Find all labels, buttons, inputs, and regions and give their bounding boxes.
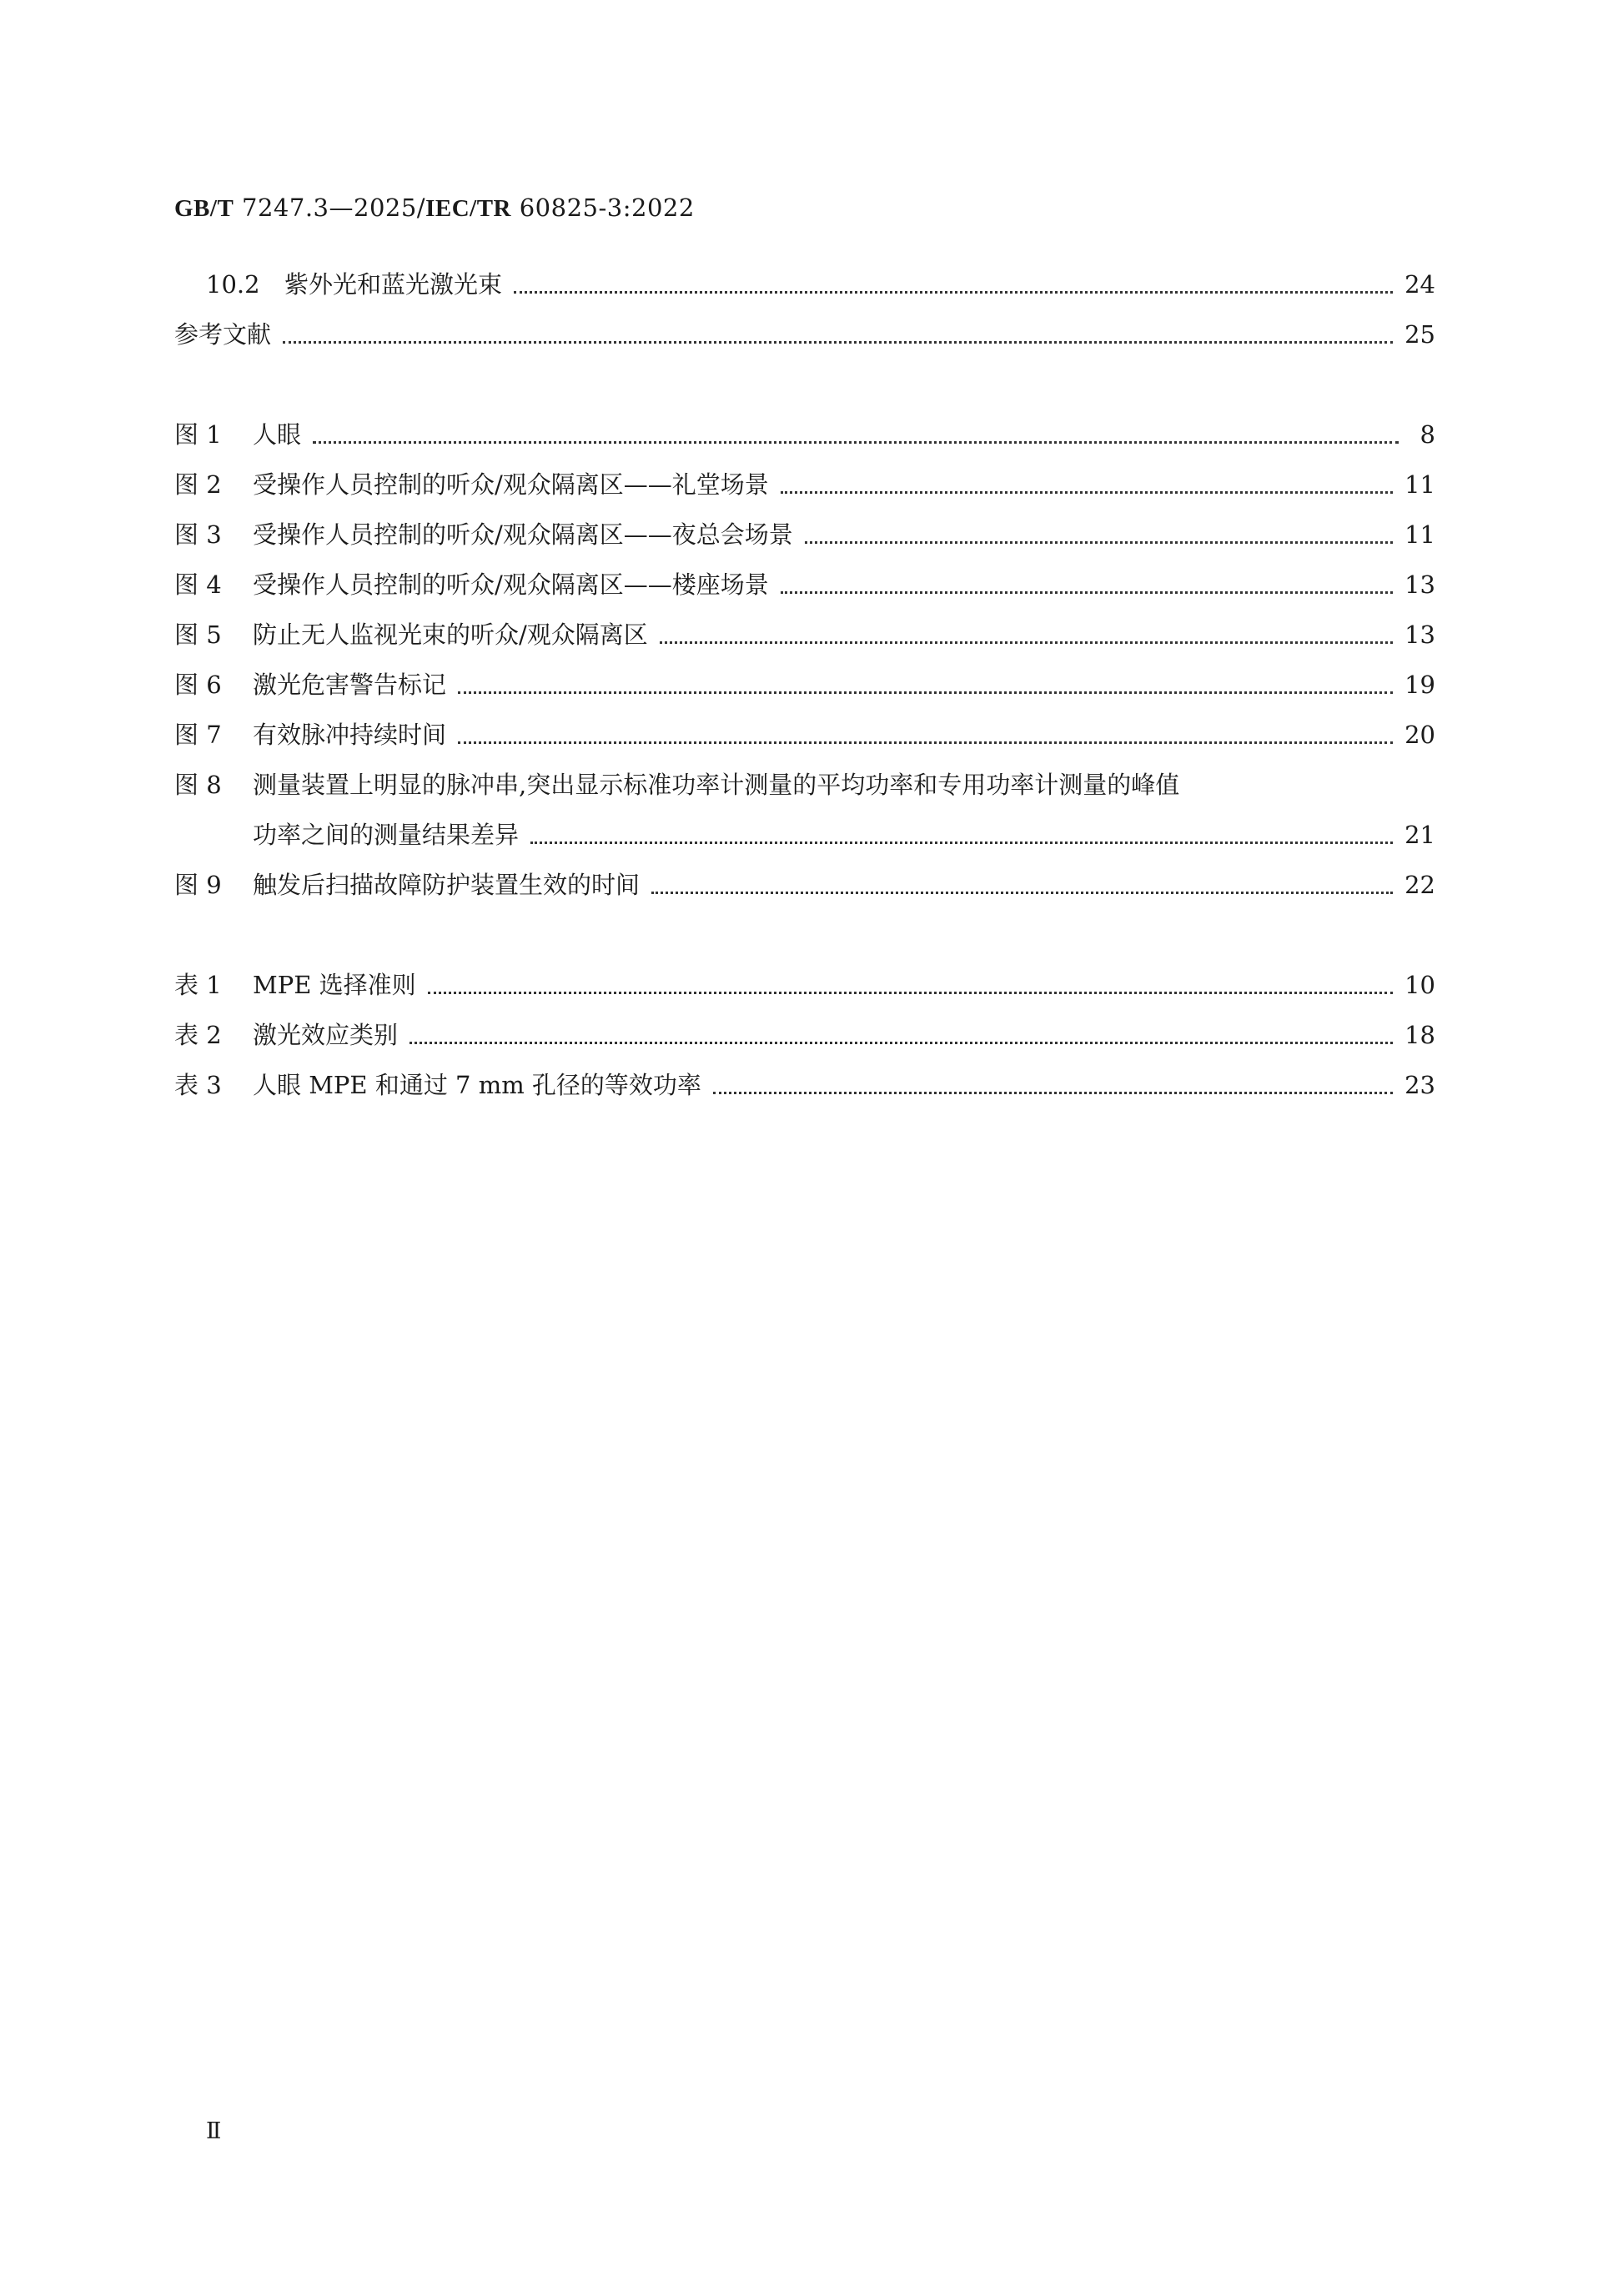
table-page: 10 — [1404, 971, 1435, 999]
iec-number: 60825-3:2022 — [519, 193, 695, 222]
figure-number: 图 1 — [174, 420, 222, 449]
figure-number: 图 5 — [174, 620, 222, 649]
table-number: 表 3 — [174, 1071, 222, 1099]
dot-leader — [660, 641, 1393, 644]
figure-page: 22 — [1404, 871, 1435, 899]
dot-leader — [410, 1042, 1393, 1044]
standard-code: GB/T — [174, 195, 234, 222]
dot-leader — [805, 541, 1393, 544]
figure-number: 图 3 — [174, 520, 222, 549]
figure-page: 13 — [1404, 620, 1435, 649]
figure-page: 19 — [1404, 671, 1435, 699]
dot-leader — [428, 992, 1393, 994]
toc-entry-page: 25 — [1404, 320, 1435, 349]
figure-title: 测量装置上明显的脉冲串,突出显示标准功率计测量的平均功率和专用功率计测量的峰值 — [253, 771, 1180, 799]
table-page: 23 — [1404, 1071, 1435, 1099]
figure-title: 受操作人员控制的听众/观众隔离区——礼堂场景 — [253, 470, 769, 499]
table-title: 激光效应类别 — [253, 1021, 399, 1049]
page-number: Ⅱ — [206, 2118, 222, 2144]
figure-title: 触发后扫描故障防护装置生效的时间 — [253, 871, 641, 899]
figure-number: 图 2 — [174, 470, 222, 499]
figure-number: 图 7 — [174, 721, 222, 749]
figure-number: 图 8 — [174, 771, 222, 799]
figure-page: 21 — [1404, 821, 1435, 849]
figure-entry-9[interactable] — [174, 866, 1435, 904]
dot-leader — [530, 842, 1393, 844]
toc-entry-title: 紫外光和蓝光激光束 — [284, 270, 503, 299]
figure-page: 8 — [1419, 420, 1435, 449]
figure-entry-7[interactable] — [174, 716, 1435, 754]
table-entry-1[interactable] — [174, 966, 1435, 1004]
toc-entry-number: 10.2 — [206, 270, 260, 299]
table-entry-3[interactable] — [174, 1066, 1435, 1104]
table-title: MPE 选择准则 — [253, 971, 416, 999]
figure-title: 人眼 — [253, 420, 302, 449]
figure-number: 图 4 — [174, 570, 222, 599]
table-number: 表 1 — [174, 971, 222, 999]
figure-title: 防止无人监视光束的听众/观众隔离区 — [253, 620, 648, 649]
table-title: 人眼 MPE 和通过 7 mm 孔径的等效功率 — [253, 1071, 701, 1099]
figure-title: 有效脉冲持续时间 — [253, 721, 447, 749]
dot-leader — [651, 892, 1393, 894]
toc-entry-title: 参考文献 — [174, 320, 272, 349]
figure-page: 11 — [1404, 520, 1435, 549]
figure-number: 图 9 — [174, 871, 222, 899]
figure-title: 受操作人员控制的听众/观众隔离区——夜总会场景 — [253, 520, 793, 549]
figure-page: 11 — [1404, 470, 1435, 499]
toc-entry-page: 24 — [1404, 270, 1435, 299]
figure-entry-8[interactable] — [174, 766, 1435, 804]
dot-leader — [458, 691, 1393, 694]
figure-entry-3[interactable] — [174, 515, 1435, 554]
table-number: 表 2 — [174, 1021, 222, 1049]
toc-entry-10-2[interactable] — [174, 265, 1435, 304]
figure-entry-1[interactable] — [174, 415, 1435, 454]
figure-number: 图 6 — [174, 671, 222, 699]
figure-page: 13 — [1404, 570, 1435, 599]
dot-leader — [713, 1092, 1393, 1094]
iec-code: IEC/TR — [425, 195, 511, 222]
dot-leader — [514, 291, 1393, 294]
figure-entry-5[interactable] — [174, 615, 1435, 654]
dot-leader — [458, 741, 1393, 744]
dot-leader — [781, 591, 1393, 594]
table-entry-2[interactable] — [174, 1016, 1435, 1054]
figure-entry-4[interactable] — [174, 565, 1435, 604]
dot-leader — [283, 341, 1393, 344]
figure-title: 受操作人员控制的听众/观众隔离区——楼座场景 — [253, 570, 769, 599]
figure-title-continuation: 功率之间的测量结果差异 — [253, 821, 520, 849]
figure-entry-2[interactable] — [174, 465, 1435, 504]
toc-entry-references[interactable] — [174, 315, 1435, 354]
figure-entry-6[interactable] — [174, 666, 1435, 704]
figure-title: 激光危害警告标记 — [253, 671, 447, 699]
dot-leader — [781, 491, 1393, 494]
figure-page: 20 — [1404, 721, 1435, 749]
document-header — [174, 193, 695, 223]
dot-leader — [313, 441, 1399, 444]
figure-entry-8-continuation[interactable] — [253, 816, 1435, 854]
table-page: 18 — [1404, 1021, 1435, 1049]
standard-number: 7247.3—2025/ — [242, 193, 426, 222]
